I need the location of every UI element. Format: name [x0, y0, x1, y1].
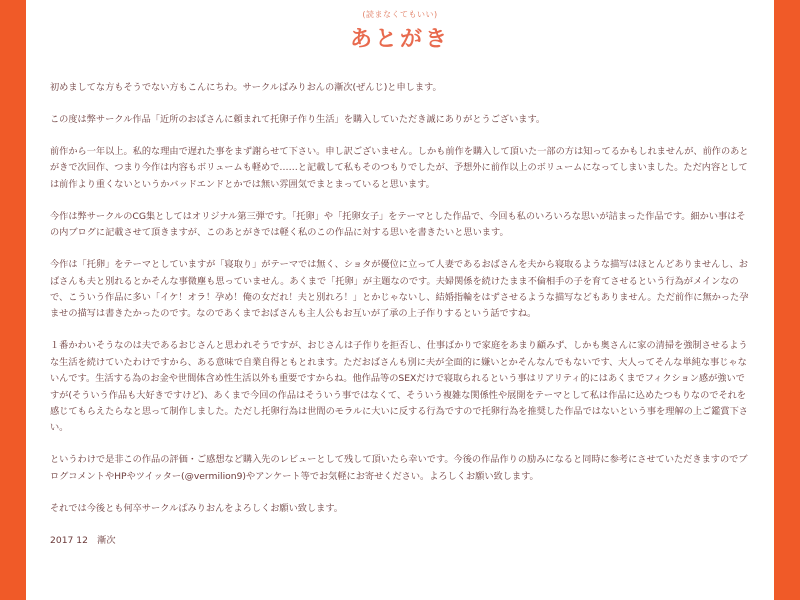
paragraph-greeting: 初めましてな方もそうでない方もこんにちわ。サークルぱみりおんの漸次(ぜんじ)と申します。 — [50, 82, 442, 93]
paragraph-characters: １番かわいそうなのは夫であるおじさんと思われそうですが、おじさんは子作りを拒否し、仕事ばかりで家庭をあまり顧みず、しかも奥さんに家の清掃を強制させるような生活を続けていたわけですから、ある意味で自業自得ともとれます。ただおばさんも別に夫が全面的に嫌いとかそんなんでもないです、大人ってそんな単純な事じゃないんです。生活する為のお金や世間体含め性生活以外も重要ですからね。他作品等のSEXだけで寝取られるという事はリアリティ的にはあくまでフィクション感が強いですが(そういう作品も大好きですけど)、あくまで今回の作品はそういう事ではなくて、そういう複雑な関係性や展開をテーマとして私は作品に込めたつもりなのでそれを感じてもらえたらなと思って制作しました。ただし托卵行為は世間のモラルに大いに反する行為ですので托卵行為を推奨した作品ではないという事を理解の上ご鑑賞下さい。 — [50, 340, 748, 434]
paragraph-apology: 前作から一年以上。私的な理由で遅れた事をまず謝らせて下さい。申し訳ございません。しかも前作を購入して頂いた一部の方は知ってるかもしれませんが、前作のあとがきで次回作、つまり今作は内容もボリュームも軽めで……と記載して私もそのつもりでしたが、予想外に前作以上のボリュームになってしまいました。ただ内容としては前作より重くないというかバッドエンドとかでは無い雰囲気でまとまっていると思います。 — [50, 146, 749, 190]
paragraph-closing: それでは今後とも何卒サークルぱみりおんをよろしくお願い致します。 — [50, 502, 343, 514]
afterword-body — [50, 80, 750, 565]
paragraph-thanks: この度は弊サークル作品「近所のおばさんに頼まれて托卵子作り生活」を購入していただき誠にありがとうございます。 — [50, 114, 546, 125]
paragraph-feedback: というわけで是非この作品の評価・ご感想など購入先のレビューとして残して頂いたら幸いです。今後の作品作りの励みになると同時に参考にさせていただきますのでブログコメントやHPやツイッター(@vermilion9)やアンケート等でお気軽にお寄せください。よろしくお願い致します。 — [50, 454, 748, 482]
paragraph-intro: 今作は弊サークルのCG集としてはオリジナル第三弾です。「托卵」や「托卵女子」をテーマとした作品で、今回も私のいろいろな思いが詰まった作品です。細かい事はその内ブログに記載させて頂きますが、このあとがきでは軽く私のこの作品に対する思いを書きたいと思います。 — [50, 210, 746, 239]
paragraph-theme: 今作は「托卵」をテーマとしていますが「寝取り」がテーマでは無く、ショタが優位に立って人妻であるおばさんを夫から寝取るような描写はほとんどありませんし、おばさんも夫と別れるとかそんな事微塵も思っていません。あくまで「托卵」が主題なのです。夫婦関係を続けたまま不倫相手の子を育てさせるという行為がメインなので、こういう作品に多い「イケ！オラ！孕め！俺の女だれ！夫と別れろ！」とかじゃないし、結婚指輪をはずさせるような描写などもありません。ただ前作に無かった孕ませの描写は書きたかったのです。なのであくまでおばさんも主人公もお互いが了承の上子作りするという話ですね。 — [50, 259, 749, 320]
subtitle: (読まなくてもいい) — [362, 10, 438, 19]
afterword-page — [26, 0, 774, 600]
signature: 2017 12 漸次 — [50, 534, 116, 546]
page-title: あとがき — [349, 27, 450, 52]
